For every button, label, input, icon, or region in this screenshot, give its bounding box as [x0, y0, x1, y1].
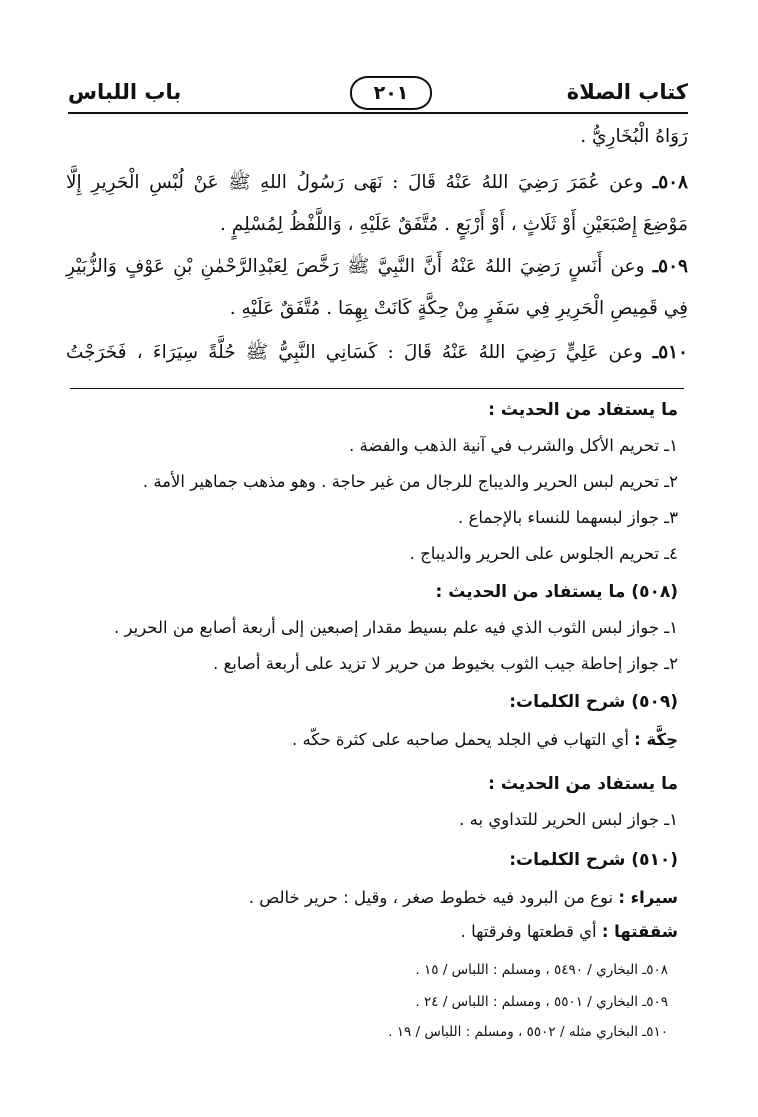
- hadith-510-text1: وعن عَلِيٍّ رَضِيَ اللهُ عَنْهُ قَالَ : كَسَانِي النَّبِيُّ ﷺ حُلَّةً سِيَرَاءَ ، فَخَرَجْتُ: [66, 342, 643, 363]
- hadith-number-509: ٥٠٩ـ: [652, 256, 688, 277]
- header-rule: [68, 112, 688, 114]
- word-meaning: أي التهاب في الجلد يحمل صاحبه على كثرة حكّه .: [292, 730, 629, 749]
- reference-line: ٥٠٨ـ البخاري / ٥٤٩٠ ، ومسلم : اللباس / ١٥ .: [415, 962, 668, 978]
- hadith-continuation: رَوَاهُ الْبُخَارِيُّ .: [580, 126, 688, 147]
- word-meaning: نوع من البرود فيه خطوط صغر ، وقيل : حرير خالص .: [248, 888, 614, 907]
- page-number: ٢٠١: [350, 76, 432, 110]
- book-title: كتاب الصلاة: [566, 80, 688, 104]
- hadith-508-line2: مَوْضِعَ إِصْبَعَيْنِ أَوْ ثَلَاثٍ ، أَوْ أَرْبَعٍ . مُتَّفَقٌ عَلَيْهِ ، وَاللَّفْظُ لِمُسْلِمٍ .: [220, 214, 688, 235]
- hadith-number-508: ٥٠٨ـ: [652, 172, 688, 193]
- word-term: شققتها :: [601, 922, 678, 941]
- benefit-item: ١ـ تحريم الأكل والشرب في آنية الذهب والفضة .: [348, 436, 678, 455]
- benefit-item: ٤ـ تحريم الجلوس على الحرير والديباج .: [409, 544, 678, 563]
- word-definition-510: [461, 922, 678, 941]
- reference-line: ٥١٠ـ البخاري مثله / ٥٥٠٢ ، ومسلم : اللباس / ١٩ .: [388, 1024, 668, 1040]
- hadith-508-line1: [66, 172, 688, 198]
- words-heading-510: (٥١٠) شرح الكلمات:: [509, 850, 678, 870]
- benefit-item: ٣ـ جواز لبسهما للنساء بالإجماع .: [458, 508, 678, 527]
- word-definition-509: [292, 730, 678, 749]
- benefits-heading-508: (٥٠٨) ما يستفاد من الحديث :: [435, 582, 678, 602]
- hadith-508-text1: وعن عُمَرَ رَضِيَ اللهُ عَنْهُ قَالَ : نَهَى رَسُولُ اللهِ ﷺ عَنْ لُبْسِ الْحَرِيرِ إِلَّا: [66, 172, 644, 193]
- benefit-item-509: ١ـ جواز لبس الحرير للتداوي به .: [459, 810, 678, 829]
- hadith-509-text1: وعن أَنَسٍ رَضِيَ اللهُ عَنْهُ أَنَّ النَّبِيَّ ﷺ رَخَّصَ لِعَبْدِالرَّحْمٰنِ بْنِ عَوْفٍ وَالزُّبَيْرِ: [66, 256, 645, 277]
- benefits-heading: ما يستفاد من الحديث :: [488, 400, 678, 420]
- hadith-number-510: ٥١٠ـ: [652, 342, 688, 363]
- hadith-510-line1: [66, 342, 688, 368]
- hadith-509-line1: [66, 256, 688, 282]
- reference-line: ٥٠٩ـ البخاري / ٥٥٠١ ، ومسلم : اللباس / ٢٤ .: [415, 994, 668, 1010]
- benefit-item-508: ٢ـ جواز إحاطة جيب الثوب بخيوط من حرير لا تزيد على أربعة أصابع .: [212, 654, 678, 673]
- benefits-heading-509: ما يستفاد من الحديث :: [488, 774, 678, 794]
- word-term: سيراء :: [618, 888, 678, 907]
- word-definition-510: [249, 888, 678, 907]
- word-term: حِكَّة :: [634, 730, 678, 749]
- words-heading-509: (٥٠٩) شرح الكلمات:: [509, 692, 678, 712]
- footnote-separator: [70, 388, 684, 389]
- hadith-509-line2: فِي قَمِيصِ الْحَرِيرِ فِي سَفَرٍ مِنْ حِكَّةٍ كَانَتْ بِهِمَا . مُتَّفَقٌ عَلَيْهِ .: [229, 298, 688, 319]
- benefit-item-508: ١ـ جواز لبس الثوب الذي فيه علم بسيط مقدار إصبعين إلى أربعة أصابع من الحرير .: [114, 618, 678, 637]
- page-header: [68, 70, 688, 118]
- benefit-item: ٢ـ تحريم لبس الحرير والديباج للرجال من غير حاجة . وهو مذهب جماهير الأمة .: [142, 472, 678, 491]
- word-meaning: أي قطعتها وفرقتها .: [460, 922, 597, 941]
- chapter-title: باب اللباس: [68, 80, 182, 104]
